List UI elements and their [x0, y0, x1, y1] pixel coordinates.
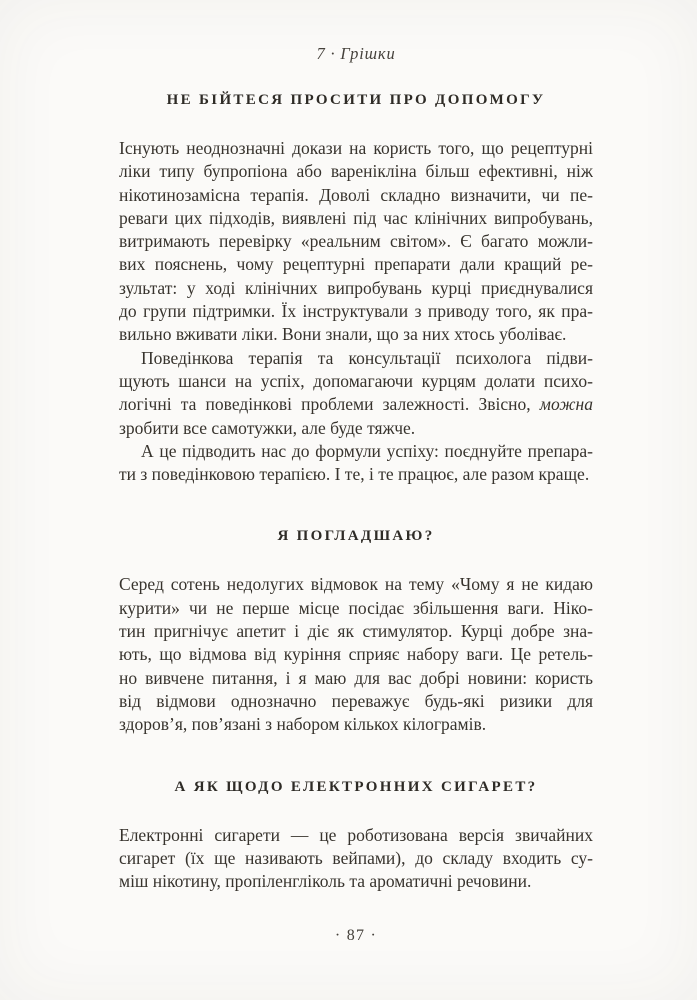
text-line: Існують неоднозначні докази на користь того, що рецептурні — [119, 138, 593, 158]
text-line: А це підводить нас до формули успіху: поєднуйте препара- — [141, 440, 593, 461]
text-line: від відмови однозначно переважує будь-які ризики для — [119, 690, 593, 711]
running-header: 7 · Грішки — [316, 44, 396, 63]
text-line: логічні та поведінкові проблеми залежності. Звісно, можна — [119, 394, 593, 415]
text-line: Електронні сигарети — це роботизована версія звичайних — [119, 824, 593, 845]
sections-container — [119, 91, 593, 893]
paragraph — [119, 573, 593, 736]
section-heading: Я ПОГЛАДШАЮ? — [277, 528, 435, 545]
text-line: тин пригнічує апетит і діє як стимулятор. Курці добре зна- — [119, 621, 593, 642]
text-line: вильно вживати ліки. Вони знали, що за них хтось уболіває. — [119, 324, 567, 345]
paragraph — [119, 440, 593, 487]
paragraph — [119, 347, 593, 440]
text-column — [119, 0, 593, 1000]
text-line: зультат: у ході клінічних випробувань курці приєднувалися — [119, 277, 593, 298]
text-line: здоров’я, пов’язані з набором кількох кілограмів. — [119, 714, 487, 735]
section-heading: НЕ БІЙТЕСЯ ПРОСИТИ ПРО ДОПОМОГУ — [166, 92, 546, 108]
text-line: витримають перевірку «реальним світом». Є багато можли- — [119, 231, 593, 252]
section-heading: А ЯК ЩОДО ЕЛЕКТРОННИХ СИГАРЕТ? — [174, 778, 538, 795]
text-line: зробити все самотужки, але буде тяжче. — [119, 417, 416, 438]
text-line: щують шанси на успіх, допомагаючи курцям долати психо- — [119, 370, 593, 391]
text-line: но вивчене питання, і я маю для вас добрі новини: користь — [119, 667, 593, 688]
text-line: до групи підтримки. Їх інструктували з приводу того, як пра- — [119, 301, 593, 322]
text-line: ють, що відмова від куріння сприяє набору ваги. Це ретель- — [119, 644, 593, 665]
paragraph — [119, 824, 593, 894]
paragraph — [119, 137, 593, 347]
text-line: Серед сотень недолугих відмовок на тему «Чому я не кидаю — [119, 574, 593, 595]
text-line: ти з поведінковою терапією. І те, і те працює, але разом краще. — [119, 464, 590, 485]
page-number: · 87 · — [334, 927, 378, 945]
text-line: ліки типу бупропіона або варенікліна більш ефективні, ніж — [119, 161, 593, 182]
text-line: міш нікотину, пропіленгліколь та ароматичні речовини. — [119, 871, 532, 892]
text-line: сигарет (їх ще називають вейпами), до складу входить су- — [119, 847, 593, 868]
text-line: Поведінкова терапія та консультації психолога підви- — [141, 347, 593, 368]
text-line: курити» чи не перше місце посідає збільшення ваги. Ніко- — [119, 597, 593, 618]
text-line: нікотинозамісна терапія. Доволі складно визначити, чи пе- — [119, 184, 593, 205]
text-line: вих пояснень, чому рецептурні препарати дали кращий ре- — [119, 254, 593, 275]
text-line: реваги цих підходів, виявлені під час клінічних випробувань, — [119, 207, 593, 228]
